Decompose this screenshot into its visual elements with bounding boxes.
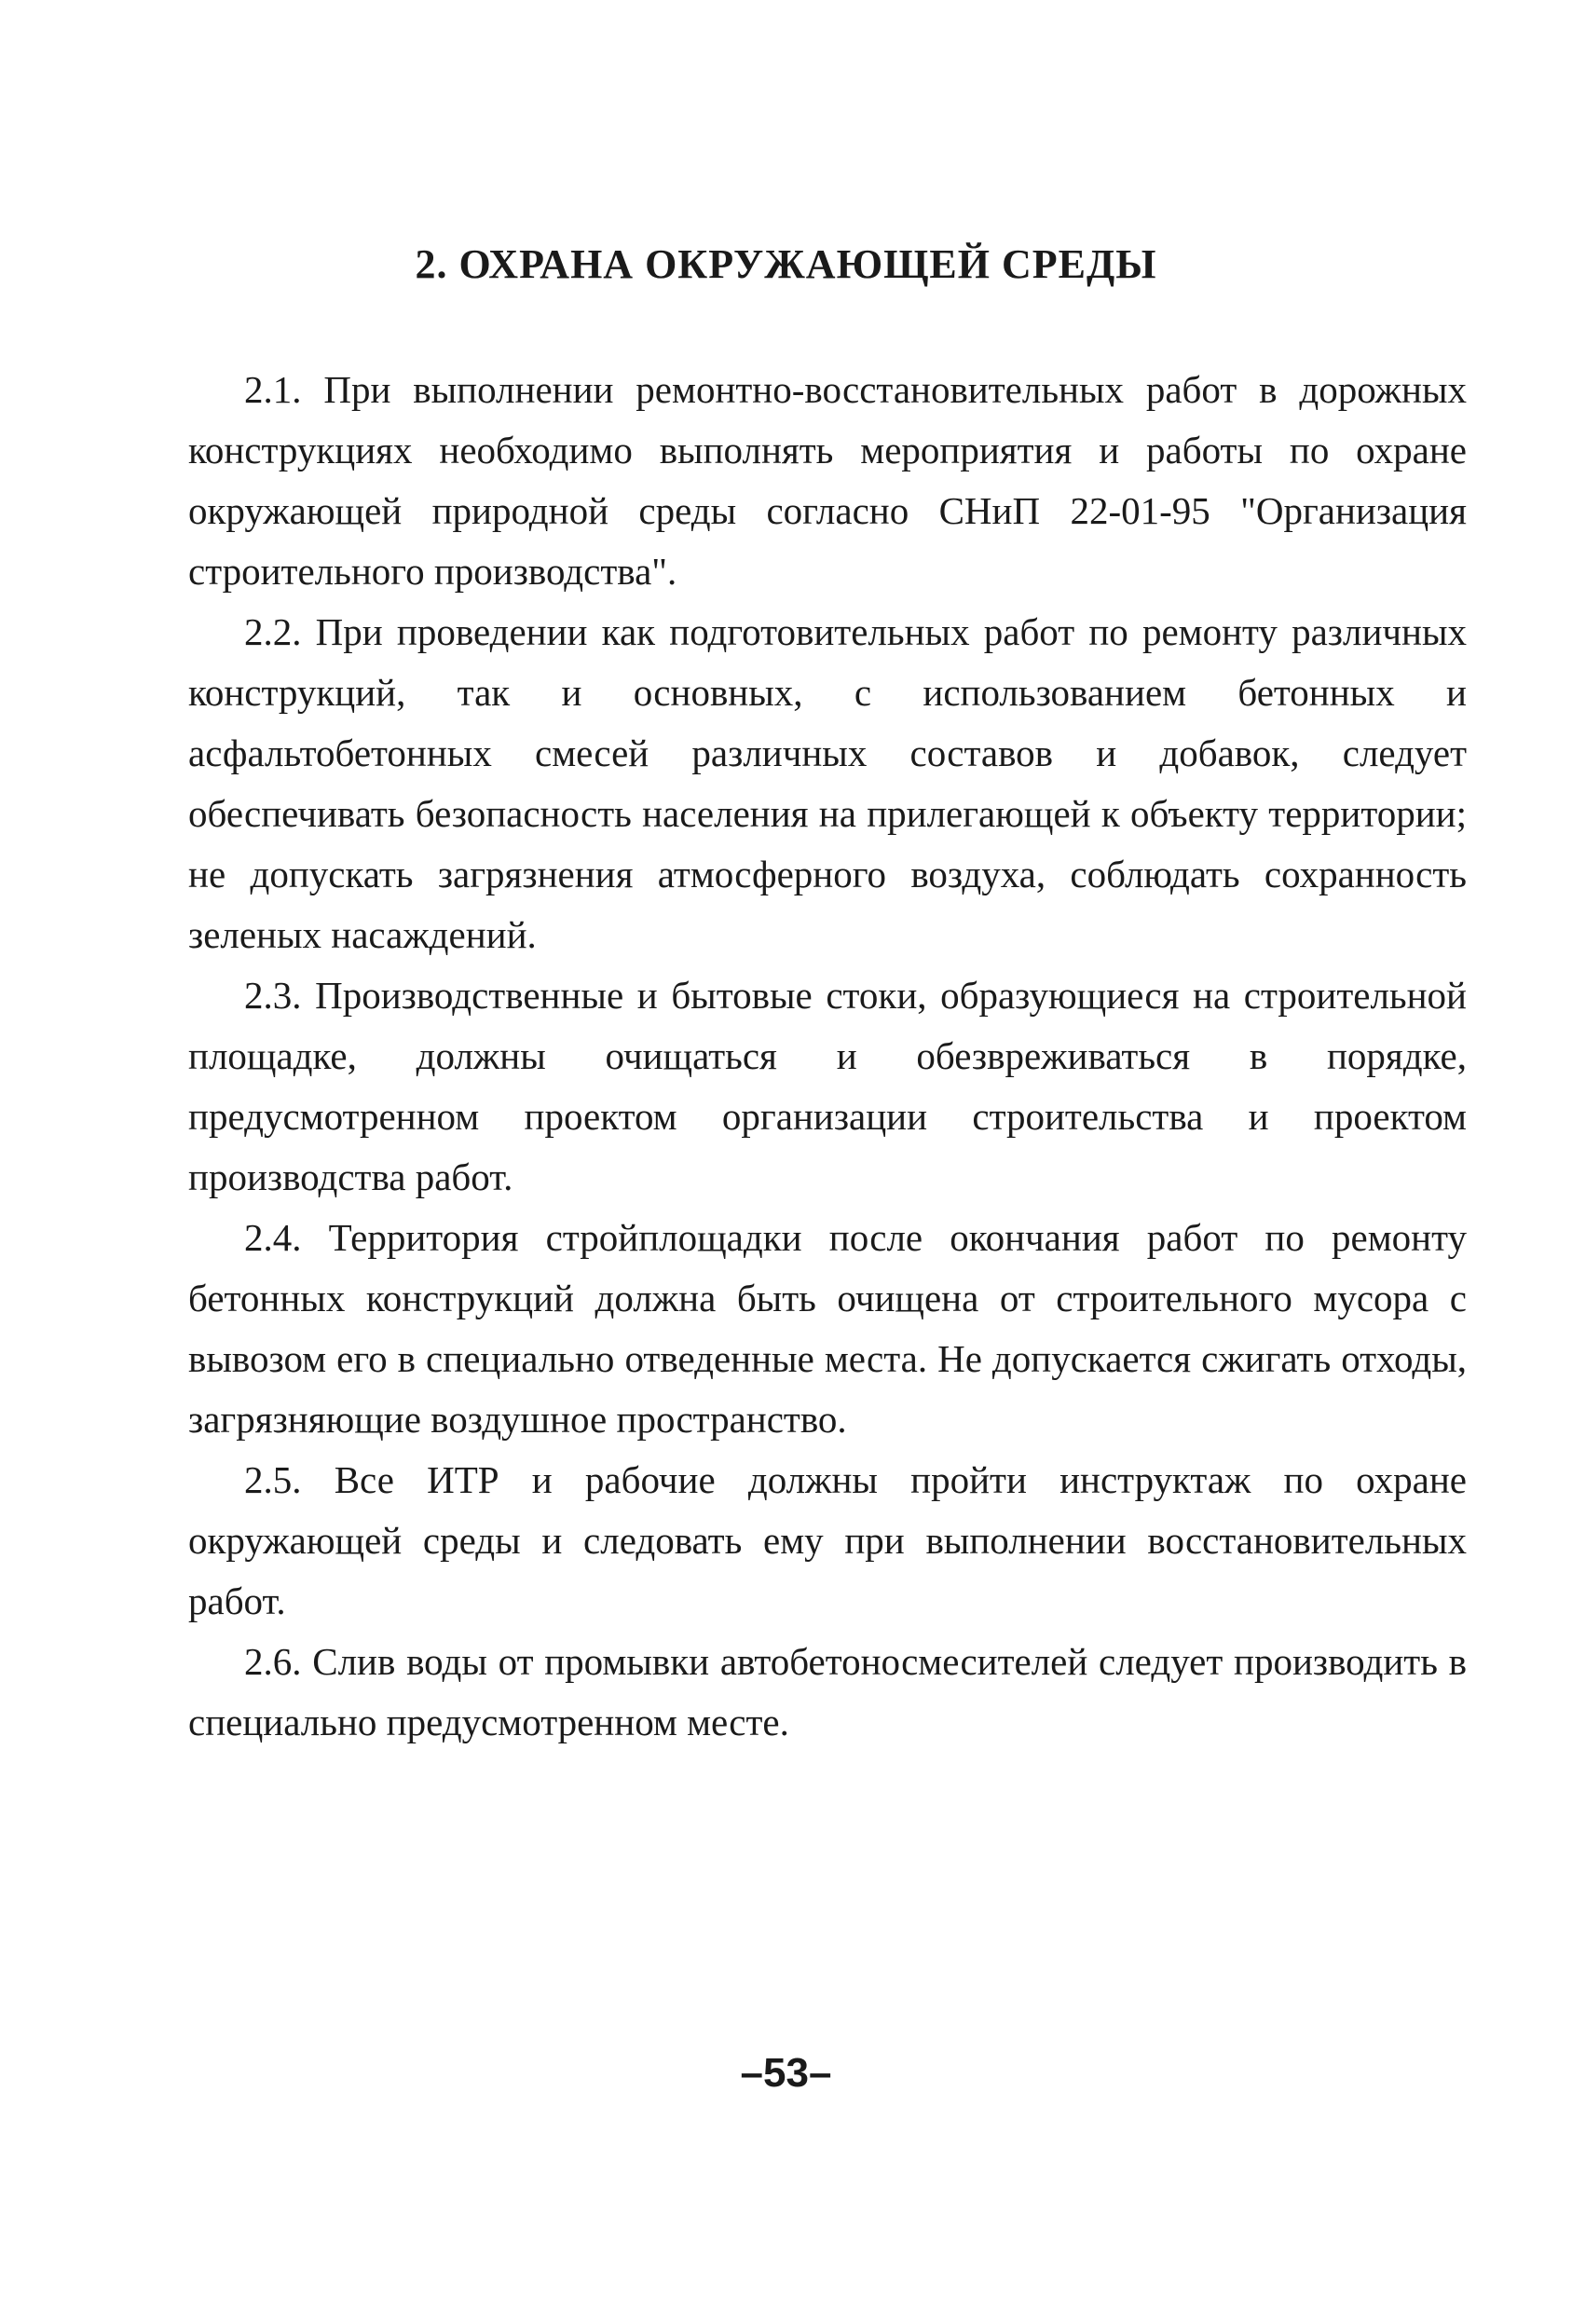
paragraph-2-1: 2.1. При выполнении ремонтно-восстановительных работ в дорожных конструкциях необходимо выполнять мероприятия и работы по охране окружающей природной среды согласно СНиП 22-01-95 "Организация строительного производства". [188,368,1467,593]
document-body [188,360,1467,1753]
page-number: –53– [740,2050,832,2096]
paragraph-2-6: 2.6. Слив воды от промывки автобетоносмесителей следует производить в специально предусмотренном месте. [188,1640,1467,1743]
paragraph-2-2: 2.2. При проведении как подготовительных работ по ремонту различных конструкций, так и основных, с использованием бетонных и асфальтобетонных смесей различных составов и добавок, следует обеспечивать безопасность населения на прилегающей к объекту территории; не допускать загрязнения атмосферного воздуха, соблюдать сохранность зеленых насаждений. [188,610,1467,956]
paragraph-2-4: 2.4. Территория стройплощадки после окончания работ по ремонту бетонных конструкций должна быть очищена от строительного мусора с вывозом его в специально отведенные места. Не допускается сжигать отходы, загрязняющие воздушное пространство. [188,1216,1467,1441]
paragraph-2-3: 2.3. Производственные и бытовые стоки, образующиеся на строительной площадке, должны очищаться и обезвреживаться в порядке, предусмотренном проектом организации строительства и проектом производства работ. [188,974,1467,1198]
section-title: 2. ОХРАНА ОКРУЖАЮЩЕЙ СРЕДЫ [415,241,1157,287]
paragraph-2-5: 2.5. Все ИТР и рабочие должны пройти инструктаж по охране окружающей среды и следовать ему при выполнении восстановительных работ. [188,1458,1467,1622]
